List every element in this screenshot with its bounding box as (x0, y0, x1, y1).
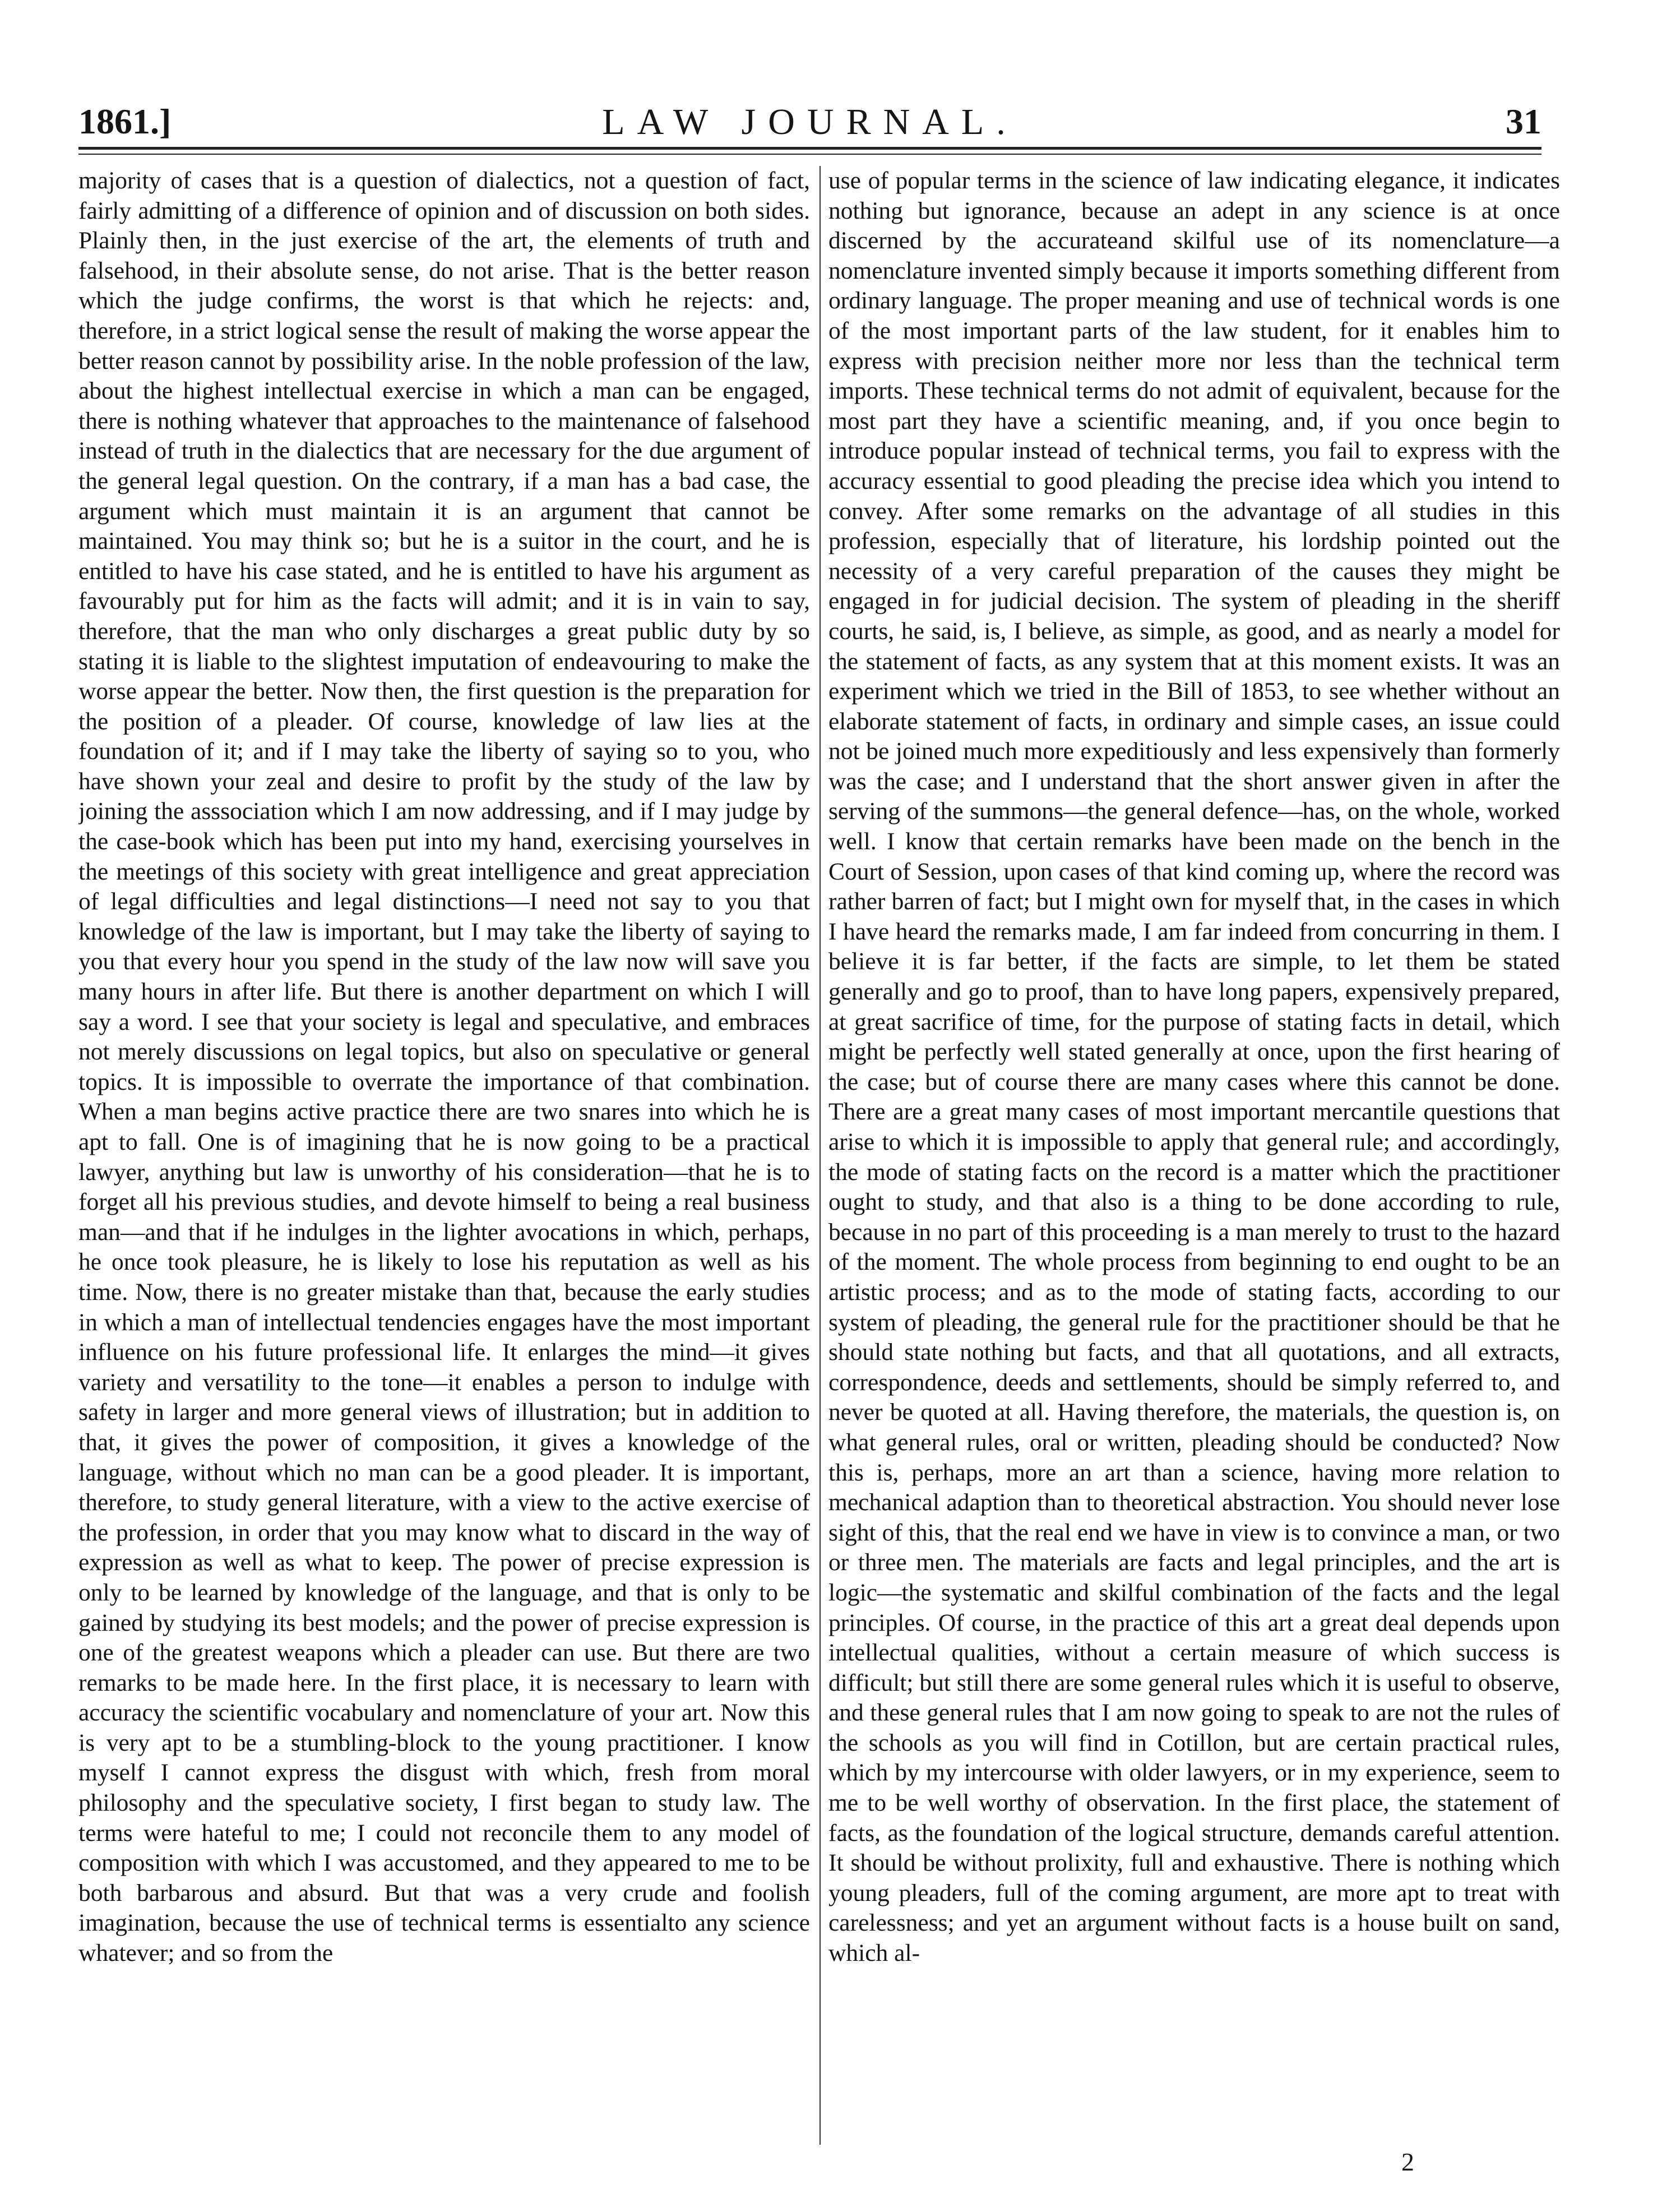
column-divider (820, 166, 821, 2145)
header-rule-thick (78, 147, 1541, 150)
signature-mark: 2 (1401, 2148, 1414, 2176)
right-column-text: use of popular terms in the science of law indicating elegance, it indicates nothing but ignorance, because an adept in any science is at once discerned by the accurateand skilful use of its nomenclature—a nomenclature invented simply because it imports something different from ordinary language. The proper meaning and use of technical words is one of the most important parts of the law student, for it enables him to express with precision neither more nor less than the technical term imports. These technical terms do not admit of equivalent, because for the most part they have a scientific meaning, and, if you once begin to introduce popular instead of technical terms, you fail to express with the accuracy essential to good pleading the precise idea which you intend to convey. After some remarks on the advantage of all studies in this profession, especially that of literature, his lordship pointed out the necessity of a very careful preparation of the causes they might be engaged in for judicial decision. The system of pleading in the sheriff courts, he said, is, I believe, as simple, as good, and as nearly a model for the statement of facts, as any system that at this moment exists. It was an experiment which we tried in the Bill of 1853, to see whether without an elaborate statement of facts, in ordinary and simple cases, an issue could not be joined much more expeditiously and less expensively than formerly was the case; and I understand that the short answer given in after the serving of the summons—the general defence—has, on the whole, worked well. I know that certain remarks have been made on the bench in the Court of Session, upon cases of that kind coming up, where the record was rather barren of fact; but I might own for myself that, in the cases in which I have heard the remarks made, I am far indeed from concurring in them. I believe it is far better, if the facts are simple, to let them be stated generally and go to proof, than to have long papers, expensively prepared, at great sacrifice of time, for the purpose of stating facts in detail, which might be perfectly well stated generally at once, upon the first hearing of the case; but of course there are many cases where this cannot be done. There are a great many cases of most important mercantile questions that arise to which it is impossible to apply that general rule; and accordingly, the mode of stating facts on the record is a matter which the practitioner ought to study, and that also is a thing to be done according to rule, because in no part of this proceeding is a man merely to trust to the hazard of the moment. The whole process from beginning to end ought to be an artistic process; and as to the mode of stating facts, according to our system of pleading, the general rule for the practitioner should be that he should state nothing but facts, and that all quotations, and all extracts, correspondence, deeds and settlements, should be simply referred to, and never be quoted at all. Having therefore, the materials, the question is, on what general rules, oral or written, pleading should be conducted? Now this is, perhaps, more an art than a science, having more relation to mechanical adaption than to theoretical abstraction. You should never lose sight of this, that the real end we have in view is to convince a man, or two or three men. The materials are facts and legal principles, and the art is logic—the systematic and skilful combination of the facts and the legal principles. Of course, in the practice of this art a great deal depends upon intellectual qualities, without a certain measure of which success is difficult; but still there are some general rules which it is useful to observe, and these general rules that I am now going to speak to are not the rules of the schools as you will find in Cotillon, but are certain practical rules, which by my intercourse with older lawyers, or in my experience, seem to me to be well worthy of observation. In the first place, the statement of facts, as the foundation of the logical structure, demands careful attention. It should be without prolixity, full and exhaustive. There is nothing which young pleaders, full of the coming argument, are more apt to treat with carelessness; and yet an argument without facts is a house built on sand, which al- (828, 167, 1560, 1967)
left-column (78, 166, 810, 2145)
header-page-number: 31 (1506, 101, 1541, 141)
left-column-text: majority of cases that is a question of dialectics, not a question of fact, fairly admitting of a difference of opinion and of discussion on both sides. Plainly then, in the just exercise of the art, the elements of truth and falsehood, in their absolute sense, do not arise. That is the better reason which the judge confirms, the worst is that which he rejects: and, therefore, in a strict logical sense the result of making the worse appear the better reason cannot by possibility arise. In the noble profession of the law, about the highest intellectual exercise in which a man can be engaged, there is nothing whatever that approaches to the maintenance of falsehood instead of truth in the dialectics that are necessary for the due argument of the general legal question. On the contrary, if a man has a bad case, the argument which must maintain it is an argument that cannot be maintained. You may think so; but he is a suitor in the court, and he is entitled to have his case stated, and he is entitled to have his argument as favourably put for him as the facts will admit; and it is in vain to say, therefore, that the man who only discharges a great public duty by so stating it is liable to the slightest imputation of endeavouring to make the worse appear the better. Now then, the first question is the preparation for the position of a pleader. Of course, knowledge of law lies at the foundation of it; and if I may take the liberty of saying so to you, who have shown your zeal and desire to profit by the study of the law by joining the asssociation which I am now addressing, and if I may judge by the case-book which has been put into my hand, exercising yourselves in the meetings of this society with great intelligence and great appreciation of legal difficulties and legal distinctions—I need not say to you that knowledge of the law is important, but I may take the liberty of saying to you that every hour you spend in the study of the law now will save you many hours in after life. But there is another department on which I will say a word. I see that your society is legal and speculative, and embraces not merely discussions on legal topics, but also on speculative or general topics. It is impossible to overrate the importance of that combination. When a man begins active practice there are two snares into which he is apt to fall. One is of imagining that he is now going to be a practical lawyer, anything but law is unworthy of his consideration—that he is to forget all his previous studies, and devote himself to being a real business man—and that if he indulges in the lighter avocations in which, perhaps, he once took pleasure, he is likely to lose his reputation as well as his time. Now, there is no greater mistake than that, because the early studies in which a man of intellectual tendencies engages have the most important influence on his future professional life. It enlarges the mind—it gives variety and versatility to the tone—it enables a person to indulge with safety in larger and more general views of illustration; but in addition to that, it gives the power of composition, it gives a knowledge of the language, without which no man can be a good pleader. It is important, therefore, to study general literature, with a view to the active exercise of the profession, in order that you may know what to discard in the way of expression as well as what to keep. The power of precise expression is only to be learned by knowledge of the language, and that is only to be gained by studying its best models; and the power of precise expression is one of the greatest weapons which a pleader can use. But there are two remarks to be made here. In the first place, it is necessary to learn with accuracy the scientific vocabulary and nomenclature of your art. Now this is very apt to be a stumbling-block to the young practitioner. I know myself I cannot express the disgust with which, fresh from moral philosophy and the speculative society, I first began to study law. The terms were hateful to me; I could not reconcile them to any model of composition with which I was accustomed, and they appeared to me to be both barbarous and absurd. But that was a very crude and foolish imagination, because the use of technical terms is essentialto any science whatever; and so from the (78, 167, 810, 1967)
header-year: 1861.] (78, 101, 172, 141)
header-rule-thin (78, 154, 1541, 155)
running-header (78, 95, 1541, 146)
header-journal-title: LAW JOURNAL. (602, 101, 1018, 142)
right-column (828, 166, 1560, 2145)
